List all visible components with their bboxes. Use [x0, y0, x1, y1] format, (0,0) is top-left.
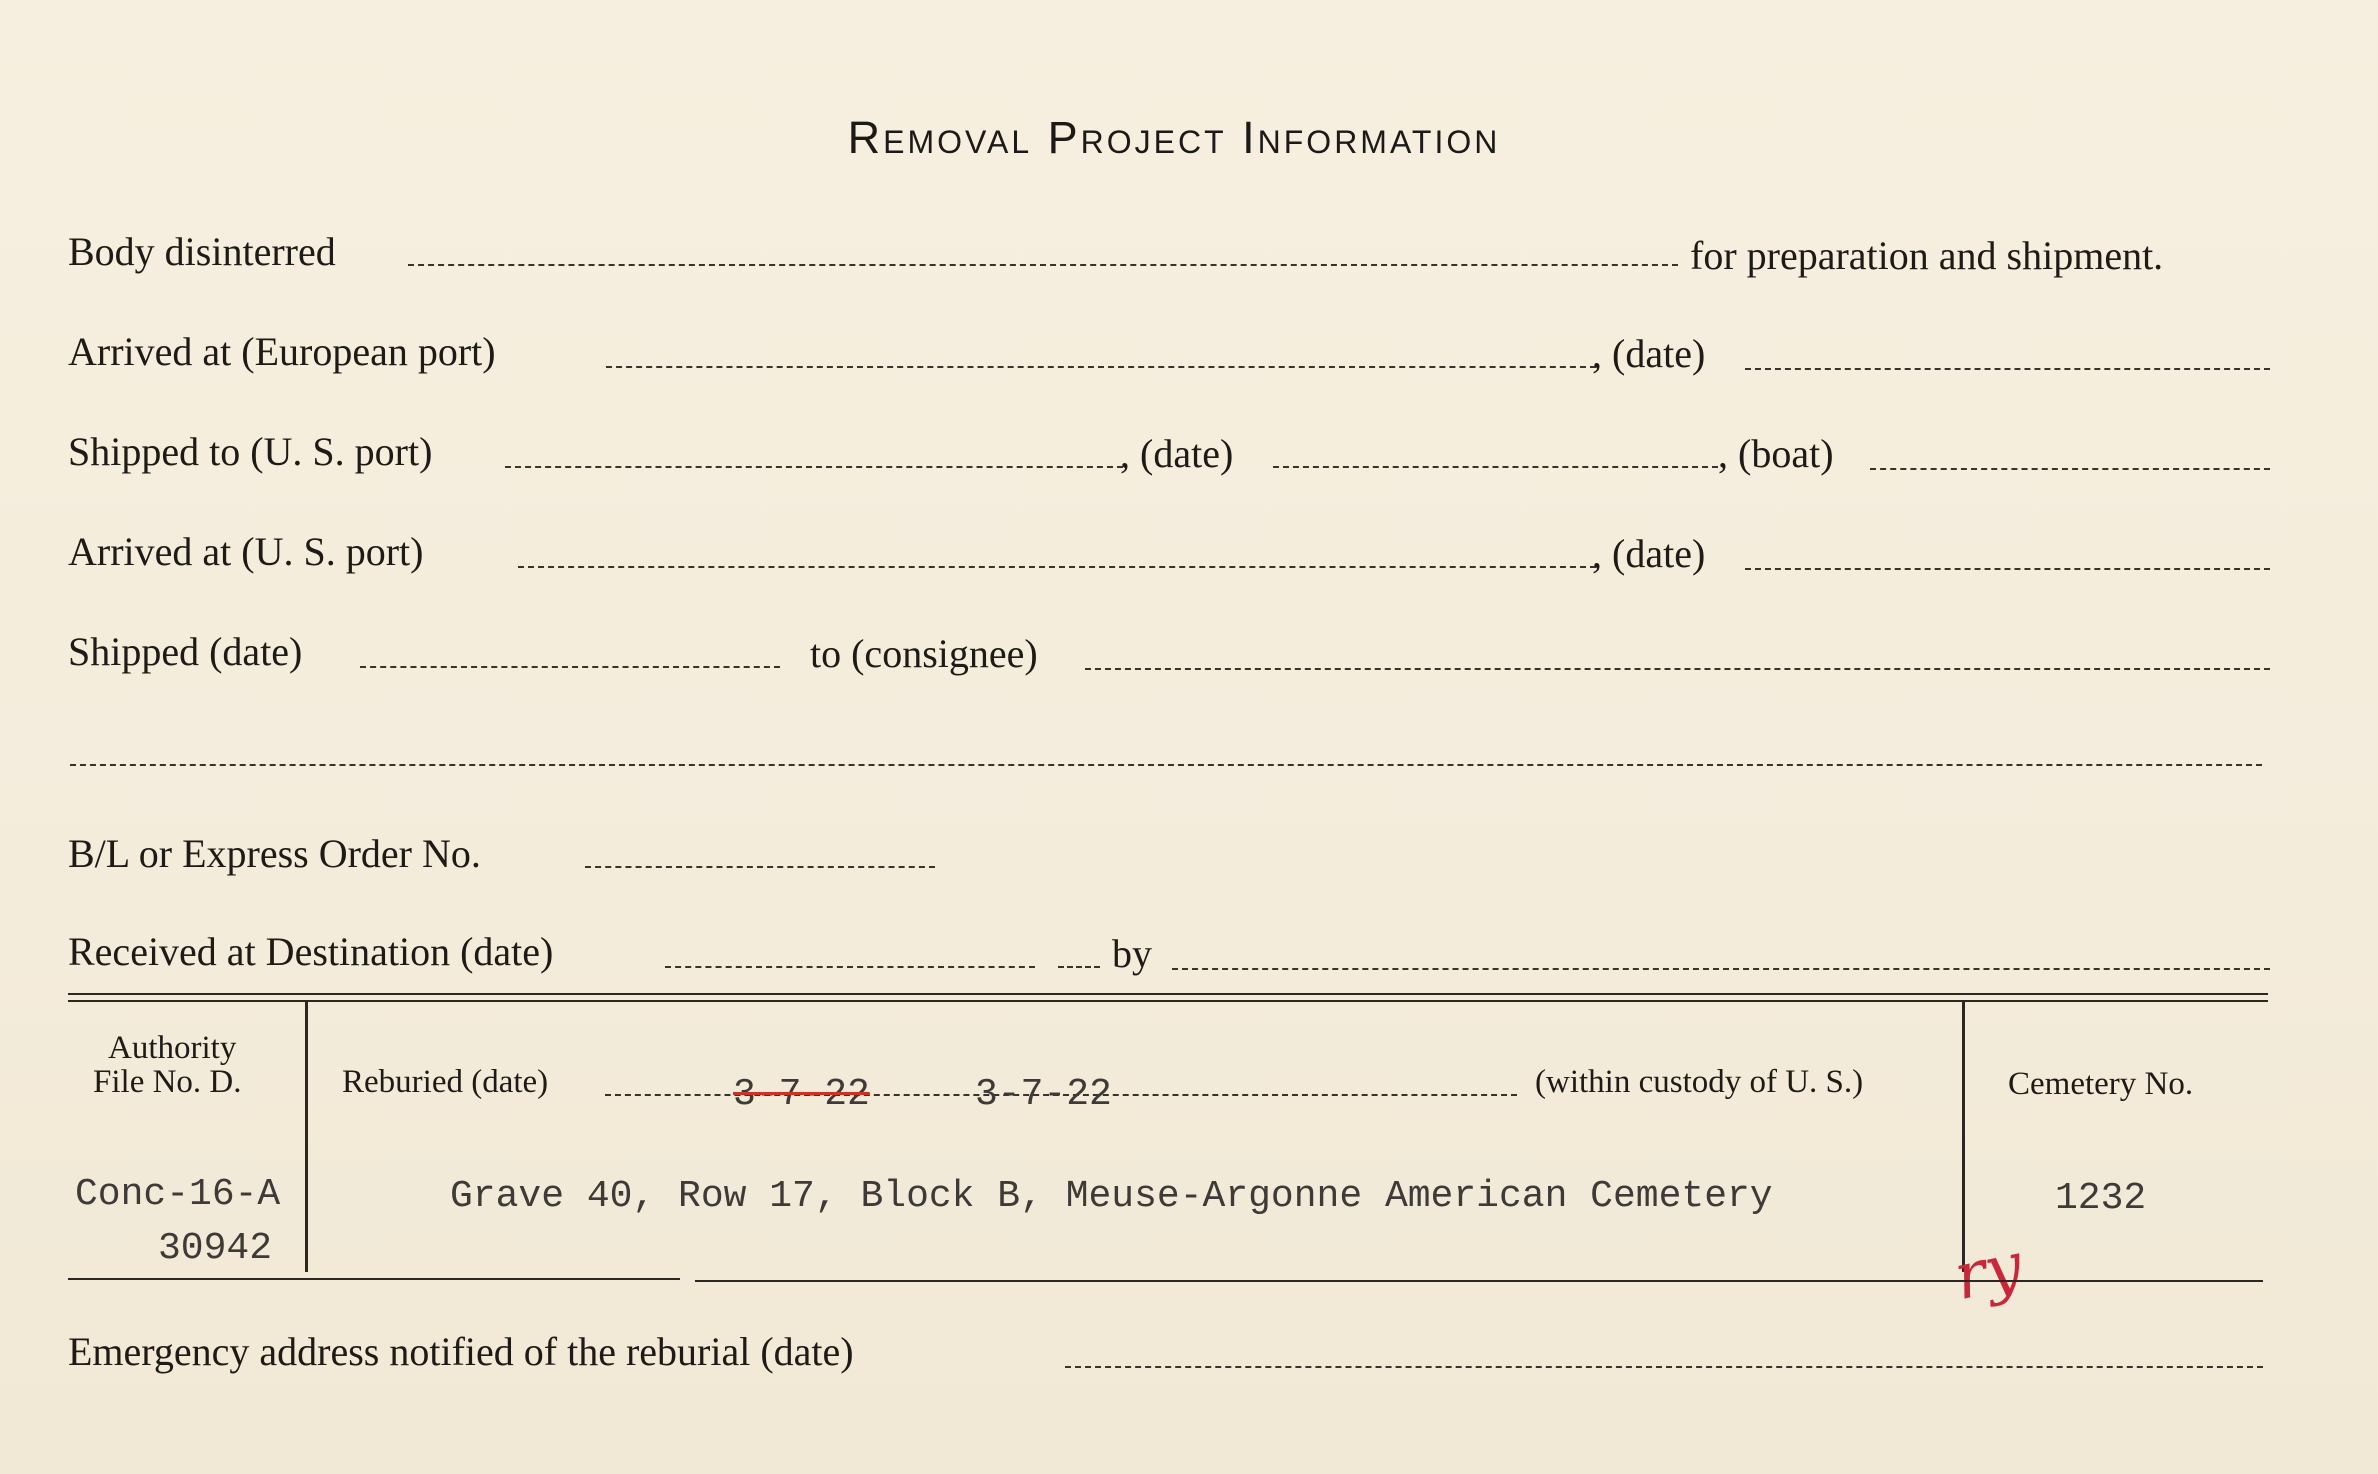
red-initials-mark: ry [1948, 1228, 2029, 1316]
section-top-rule-double [68, 1000, 2268, 1002]
custody-label: (within custody of U. S.) [1535, 1064, 1864, 1100]
authority-label-line1: Authority [108, 1030, 237, 1066]
section-top-rule [68, 993, 2268, 995]
bl-order-field[interactable] [585, 866, 935, 868]
received-by-label: by [1112, 931, 1152, 976]
cemetery-divider [1962, 1002, 1965, 1272]
authority-value-line1: Conc-16-A [75, 1173, 281, 1216]
reburied-label: Reburied (date) [342, 1064, 549, 1100]
cemetery-number-label: Cemetery No. [2008, 1066, 2194, 1102]
authority-label-line2: File No. D. [93, 1064, 242, 1100]
arrived-us-label: Arrived at (U. S. port) [68, 529, 424, 574]
arrived-european-date-label: , (date) [1592, 331, 1706, 376]
section-bottom-rule-right [695, 1280, 2263, 1282]
shipped-to-us-label: Shipped to (U. S. port) [68, 429, 433, 474]
shipped-consignee-label: to (consignee) [810, 631, 1038, 676]
shipped-to-us-boat-field[interactable] [1870, 468, 2270, 470]
shipped-to-us-date-label: , (date) [1120, 431, 1234, 476]
arrived-european-port-field[interactable] [606, 366, 1596, 368]
shipped-date-field[interactable] [360, 666, 780, 668]
authority-divider [305, 1002, 308, 1272]
body-disinterred-field[interactable] [408, 264, 1678, 266]
received-date-field[interactable] [665, 966, 1035, 968]
reburied-date-struck: 3-7-22 [733, 1073, 870, 1116]
arrived-european-label: Arrived at (European port) [68, 329, 496, 374]
cemetery-number-value: 1232 [2055, 1177, 2147, 1220]
arrived-us-port-field[interactable] [518, 566, 1596, 568]
grave-location-value: Grave 40, Row 17, Block B, Meuse-Argonne American Cemetery [450, 1175, 1773, 1218]
received-by-field[interactable] [1172, 968, 2270, 970]
body-disinterred-label: Body disinterred [68, 229, 336, 274]
arrived-us-date-label: , (date) [1592, 531, 1706, 576]
arrived-us-date-field[interactable] [1745, 568, 2270, 570]
shipped-to-us-date-field[interactable] [1273, 466, 1718, 468]
shipped-to-us-boat-label: , (boat) [1718, 431, 1834, 476]
arrived-european-date-field[interactable] [1745, 368, 2270, 370]
shipped-consignee-field[interactable] [1085, 668, 2270, 670]
authority-value-line2: 30942 [158, 1227, 273, 1270]
card-title: Removal Project Information [847, 112, 1501, 163]
emergency-label: Emergency address notified of the reburial (date) [68, 1329, 854, 1374]
consignee-continuation-field[interactable] [70, 764, 2262, 766]
shipped-to-us-port-field[interactable] [505, 466, 1123, 468]
received-date-label: Received at Destination (date) [68, 929, 554, 974]
section-bottom-rule-left [68, 1278, 680, 1280]
received-date-field-tail [1058, 966, 1100, 968]
emergency-date-field[interactable] [1065, 1366, 2263, 1368]
bl-order-label: B/L or Express Order No. [68, 831, 481, 876]
shipped-date-label: Shipped (date) [68, 629, 303, 674]
body-disinterred-suffix: for preparation and shipment. [1690, 233, 2164, 278]
reburied-date-value: 3-7-22 [975, 1073, 1112, 1116]
